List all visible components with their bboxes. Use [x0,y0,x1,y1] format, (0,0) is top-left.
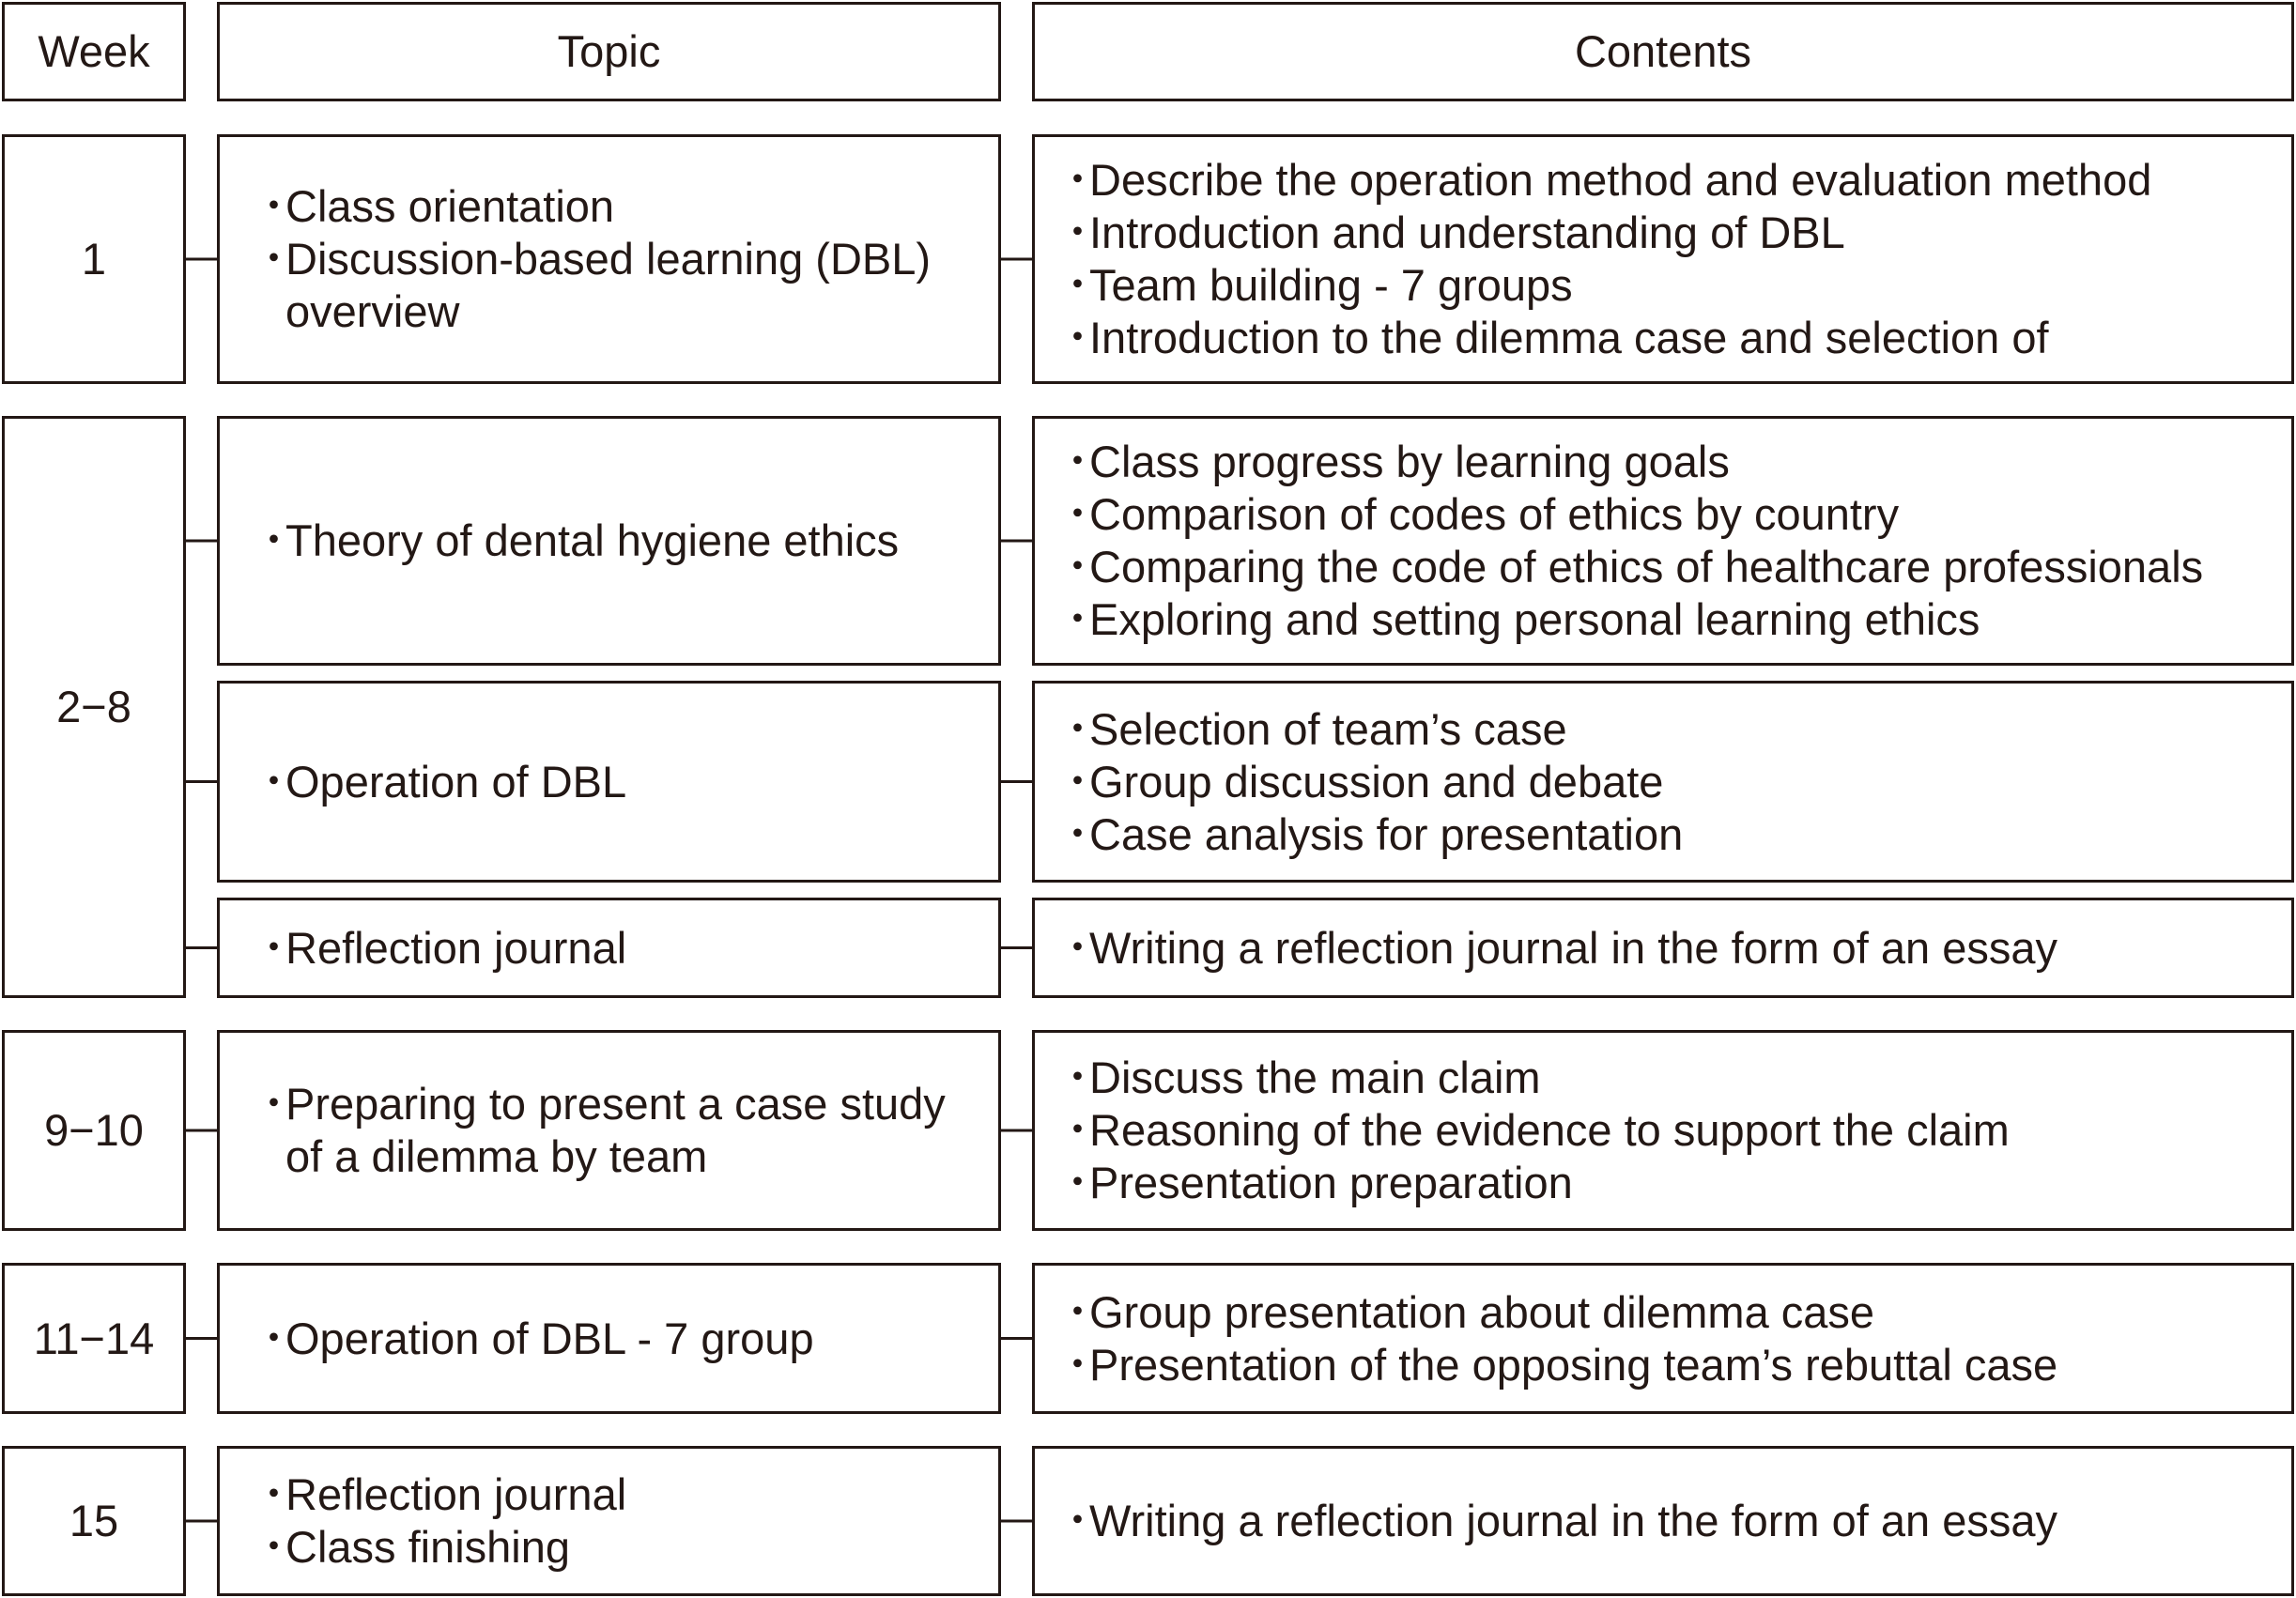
week-cell [2,134,186,384]
week-label: 15 [69,1496,119,1545]
topic-cell [217,416,1001,666]
bullet-icon: ・ [1056,808,1100,859]
contents-item-text: Comparison of codes of ethics by country [1089,489,1900,539]
topic-cell [217,134,1001,384]
contents-cell [1032,416,2294,666]
bullet-icon: ・ [252,181,296,231]
bullet-icon: ・ [252,1079,296,1129]
bullet-icon: ・ [1056,207,1100,257]
bullet-icon: ・ [1056,1286,1100,1337]
contents-item [1056,541,2291,593]
contents-item-text: Writing a reflection journal in the form of an essay [1089,1496,2058,1545]
contents-item [1056,259,2291,312]
week-label: 2−8 [56,682,131,731]
contents-item-text: Team building - 7 groups [1089,260,1573,310]
contents-item [1056,922,2291,975]
contents-item [1056,1286,2291,1339]
topic-item [252,180,998,233]
week-cell [2,416,186,998]
week-label: 1 [81,234,107,284]
contents-item [1056,1339,2291,1391]
topic-item-text: Theory of dental hygiene ethics [285,515,900,565]
header-week-label: Week [38,26,150,76]
topic-cell [217,1030,1001,1231]
contents-cell [1032,1030,2294,1231]
topic-item-text: Operation of DBL - 7 group [285,1313,814,1363]
bullet-icon: ・ [252,1469,296,1519]
header-topic [217,2,1001,101]
topic-item [252,233,998,338]
bullet-icon: ・ [1056,594,1100,644]
topic-item-text: Discussion-based learning (DBL) overview [285,234,932,336]
bullet-icon: ・ [252,756,296,807]
header-topic-label: Topic [557,26,661,76]
contents-item-text: Introduction and understanding of DBL [1089,207,1845,257]
header-week [2,2,186,101]
contents-item [1056,756,2291,808]
contents-item [1056,1104,2291,1157]
contents-item-text: Class progress by learning goals [1089,437,1730,486]
contents-item-text: Group discussion and debate [1089,756,1664,807]
bullet-icon: ・ [1056,1053,1100,1102]
bullet-icon: ・ [1056,489,1100,539]
topic-item [252,1078,998,1183]
topic-item [252,1468,998,1521]
week-cell [2,1446,186,1596]
contents-item-text: Introduction to the dilemma case and selection of [1089,313,2049,362]
contents-cell [1032,134,2294,384]
topic-item-text: Class finishing [285,1522,571,1572]
contents-item-text: Discuss the main claim [1089,1053,1541,1102]
topic-item-text: Reflection journal [285,922,627,973]
contents-item [1056,1495,2291,1547]
bullet-icon: ・ [1056,1339,1100,1390]
contents-item [1056,436,2291,488]
contents-item [1056,703,2291,756]
topic-item [252,922,998,975]
bullet-icon: ・ [252,1313,296,1363]
contents-item-text: Group presentation about dilemma case [1089,1286,1875,1337]
topic-item-text: Reflection journal [285,1469,627,1519]
week-cell [2,1030,186,1231]
contents-cell [1032,898,2294,998]
topic-cell [217,1263,1001,1414]
topic-item-text: Preparing to present a case study of a dilemma by team [285,1079,946,1181]
contents-item [1056,207,2291,259]
bullet-icon: ・ [1056,1158,1100,1207]
contents-item [1056,808,2291,861]
week-label: 11−14 [33,1313,155,1363]
contents-item [1056,1157,2291,1209]
bullet-icon: ・ [252,234,296,284]
bullet-icon: ・ [1056,260,1100,310]
topic-item [252,1313,998,1365]
contents-item [1056,1052,2291,1104]
contents-item-text: Reasoning of the evidence to support the claim [1089,1105,2010,1155]
bullet-icon: ・ [1056,756,1100,807]
contents-cell [1032,1263,2294,1414]
bullet-icon: ・ [1056,155,1100,205]
contents-item [1056,593,2291,646]
contents-item [1056,312,2291,364]
bullet-icon: ・ [1056,542,1100,592]
contents-item-text: Presentation preparation [1089,1158,1573,1207]
contents-item [1056,154,2291,207]
bullet-icon: ・ [1056,922,1100,973]
bullet-icon: ・ [1056,703,1100,754]
bullet-icon: ・ [1056,437,1100,486]
contents-item [1056,488,2291,541]
topic-cell [217,1446,1001,1596]
contents-item-text: Case analysis for presentation [1089,808,1684,859]
contents-item-text: Selection of team’s case [1089,703,1567,754]
bullet-icon: ・ [1056,1105,1100,1155]
topic-item [252,515,998,567]
topic-item [252,756,998,808]
bullet-icon: ・ [1056,1496,1100,1545]
header-contents-label: Contents [1574,26,1752,76]
topic-item [252,1521,998,1574]
topic-cell [217,898,1001,998]
topic-item-text: Class orientation [285,181,615,231]
header-contents [1032,2,2294,101]
bullet-icon: ・ [1056,313,1100,362]
week-cell [2,1263,186,1414]
bullet-icon: ・ [252,922,296,973]
contents-cell [1032,681,2294,883]
contents-item-text: Exploring and setting personal learning ethics [1089,594,1980,644]
week-label: 9−10 [44,1105,144,1155]
contents-item-text: Comparing the code of ethics of healthcare professionals [1089,542,2204,592]
contents-item-text: Describe the operation method and evaluation method [1089,155,2152,205]
contents-cell [1032,1446,2294,1596]
bullet-icon: ・ [252,515,296,565]
topic-cell [217,681,1001,883]
topic-item-text: Operation of DBL [285,756,627,807]
contents-item-text: Writing a reflection journal in the form of an essay [1089,922,2058,973]
bullet-icon: ・ [252,1522,296,1572]
contents-item-text: Presentation of the opposing team’s rebuttal case [1089,1339,2058,1390]
